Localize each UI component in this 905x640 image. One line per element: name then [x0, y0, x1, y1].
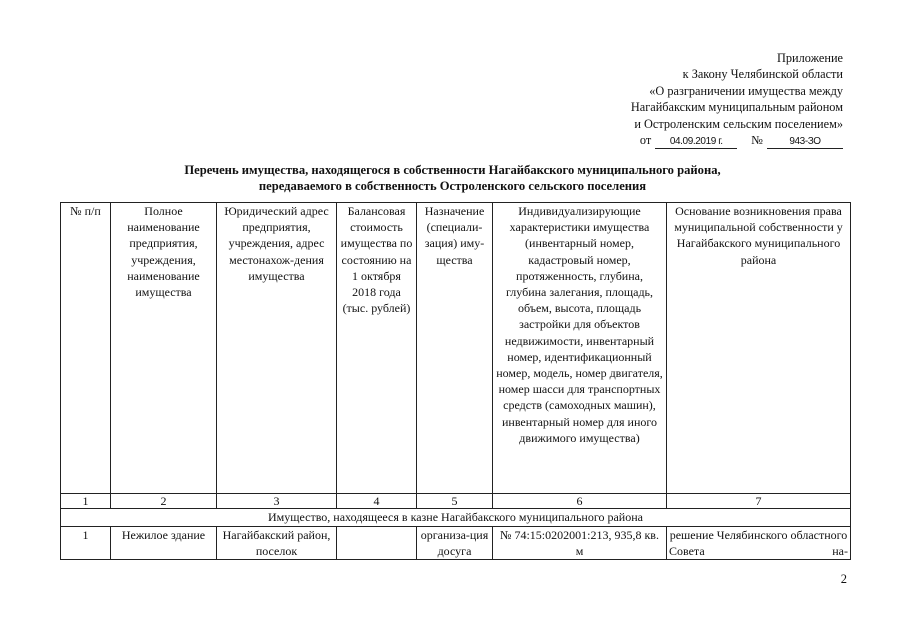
row-address: Нагайбакский район, поселок — [217, 527, 337, 560]
row-characteristics: № 74:15:0202001:213, 935,8 кв. м — [493, 527, 667, 560]
column-number: 5 — [417, 494, 493, 509]
row-value — [337, 527, 417, 560]
column-number: 3 — [217, 494, 337, 509]
document-title — [0, 162, 905, 194]
property-table — [60, 202, 851, 560]
date-value: 04.09.2019 г. — [655, 136, 737, 149]
row-purpose: организа-ция досуга — [417, 527, 493, 560]
title-line: Перечень имущества, находящегося в собственности Нагайбакского муниципального района, — [184, 163, 721, 177]
header-cell-basis: Основание возникновения права муниципальной собственности у Нагайбакского муниципального района — [667, 203, 851, 494]
header-cell-name: Полное наименование предприятия, учреждения, наименование имущества — [111, 203, 217, 494]
appendix-line: к Закону Челябинской области — [682, 67, 843, 82]
date-number-line — [631, 132, 843, 149]
column-number-row — [61, 494, 851, 509]
table-row — [61, 527, 851, 560]
appendix-block — [631, 50, 843, 149]
section-title: Имущество, находящееся в казне Нагайбакского муниципального района — [61, 509, 851, 527]
page-number: 2 — [840, 572, 847, 586]
column-number: 6 — [493, 494, 667, 509]
header-cell-number: № п/п — [61, 203, 111, 494]
column-number: 2 — [111, 494, 217, 509]
header-cell-purpose: Назначение (специали-зация) иму-щества — [417, 203, 493, 494]
row-number: 1 — [61, 527, 111, 560]
title-line: передаваемого в собственность Остроленского сельского поселения — [258, 179, 647, 193]
column-number: 7 — [667, 494, 851, 509]
number-value: 943-ЗО — [767, 136, 843, 149]
appendix-line: и Остроленским сельским поселением» — [634, 116, 843, 131]
header-cell-value: Балансовая стоимость имущества по состоянию на 1 октября 2018 года (тыс. рублей) — [337, 203, 417, 494]
appendix-line: Нагайбакским муниципальным районом — [630, 100, 843, 115]
row-basis: решение Челябинского областного Совета на- — [667, 527, 851, 560]
column-number: 1 — [61, 494, 111, 509]
column-number: 4 — [337, 494, 417, 509]
header-cell-address: Юридический адрес предприятия, учреждения, адрес местонахож-дения имущества — [217, 203, 337, 494]
appendix-line: Приложение — [777, 51, 843, 65]
header-cell-characteristics: Индивидуализирующие характеристики имущества (инвентарный номер, кадастровый номер, протяженность, глубина, глубина залегания, площадь, объем, высота, площадь застройки для объектов недвижимости, инвентарный номер, идентификационный номер, модель, номер двигателя, номер шасси для транспортных средств (самоходных машин), инвентарный номер для иного движимого имущества) — [493, 203, 667, 494]
row-name: Нежилое здание — [111, 527, 217, 560]
section-row — [61, 509, 851, 527]
number-prefix: № — [751, 133, 763, 148]
header-row — [61, 203, 851, 494]
appendix-line: «О разграничении имущества между — [649, 83, 843, 98]
date-prefix: от — [639, 133, 652, 148]
